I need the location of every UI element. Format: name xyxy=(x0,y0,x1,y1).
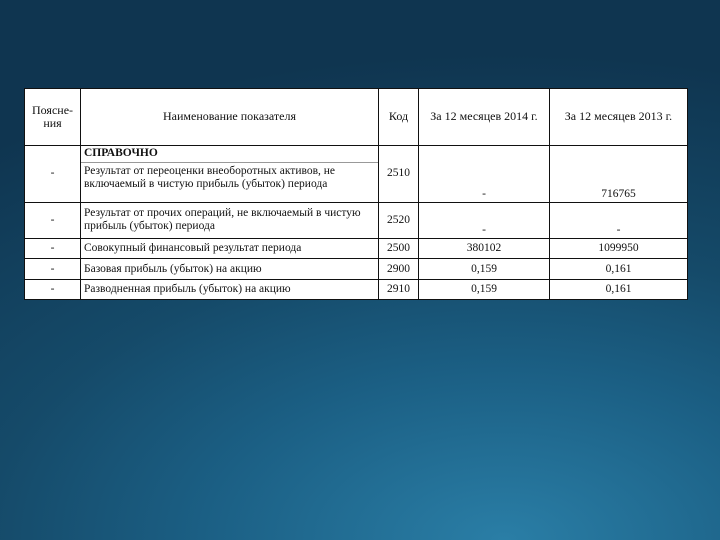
header-explanation: Поясне-ния xyxy=(25,89,81,146)
row-indicator: Совокупный финансовый результат периода xyxy=(81,239,379,259)
row-explanation: - xyxy=(25,202,81,239)
financial-results-table xyxy=(24,88,688,300)
row-value-2013: 0,161 xyxy=(550,279,688,299)
row-value-2014: 0,159 xyxy=(419,279,550,299)
header-year-2013: За 12 месяцев 2013 г. xyxy=(550,89,688,146)
row-value-2013: 0,161 xyxy=(550,259,688,279)
row-value-2013: - xyxy=(550,202,688,239)
financial-table-sheet xyxy=(24,88,687,300)
table-row xyxy=(25,279,688,299)
row-code: 2910 xyxy=(379,279,419,299)
row-explanation: - xyxy=(25,239,81,259)
row-explanation: - xyxy=(25,145,81,202)
section-title: СПРАВОЧНО xyxy=(84,146,158,159)
row-indicator-cell xyxy=(81,145,379,202)
header-row xyxy=(25,89,688,146)
header-year-2014: За 12 месяцев 2014 г. xyxy=(419,89,550,146)
header-indicator: Наименование показателя xyxy=(81,89,379,146)
row-explanation: - xyxy=(25,259,81,279)
table-row xyxy=(25,239,688,259)
row-value-2014: - xyxy=(419,145,550,202)
table-row xyxy=(25,145,688,202)
row-indicator: Результат от прочих операций, не включаемый в чистую прибыль (убыток) периода xyxy=(81,202,379,239)
row-value-2013: 716765 xyxy=(550,145,688,202)
row-value-2014: 380102 xyxy=(419,239,550,259)
row-code: 2500 xyxy=(379,239,419,259)
row-code: 2900 xyxy=(379,259,419,279)
row-value-2013: 1099950 xyxy=(550,239,688,259)
row-code: 2510 xyxy=(379,145,419,202)
row-code: 2520 xyxy=(379,202,419,239)
row-value-2014: - xyxy=(419,202,550,239)
row-indicator: Базовая прибыль (убыток) на акцию xyxy=(81,259,379,279)
table-row xyxy=(25,259,688,279)
row-value-2014: 0,159 xyxy=(419,259,550,279)
row-explanation: - xyxy=(25,279,81,299)
header-code: Код xyxy=(379,89,419,146)
row-indicator: Разводненная прибыль (убыток) на акцию xyxy=(81,279,379,299)
row-indicator: Результат от переоценки внеоборотных активов, не включаемый в чистую прибыль (убыток) периода xyxy=(81,162,378,191)
table-row xyxy=(25,202,688,239)
